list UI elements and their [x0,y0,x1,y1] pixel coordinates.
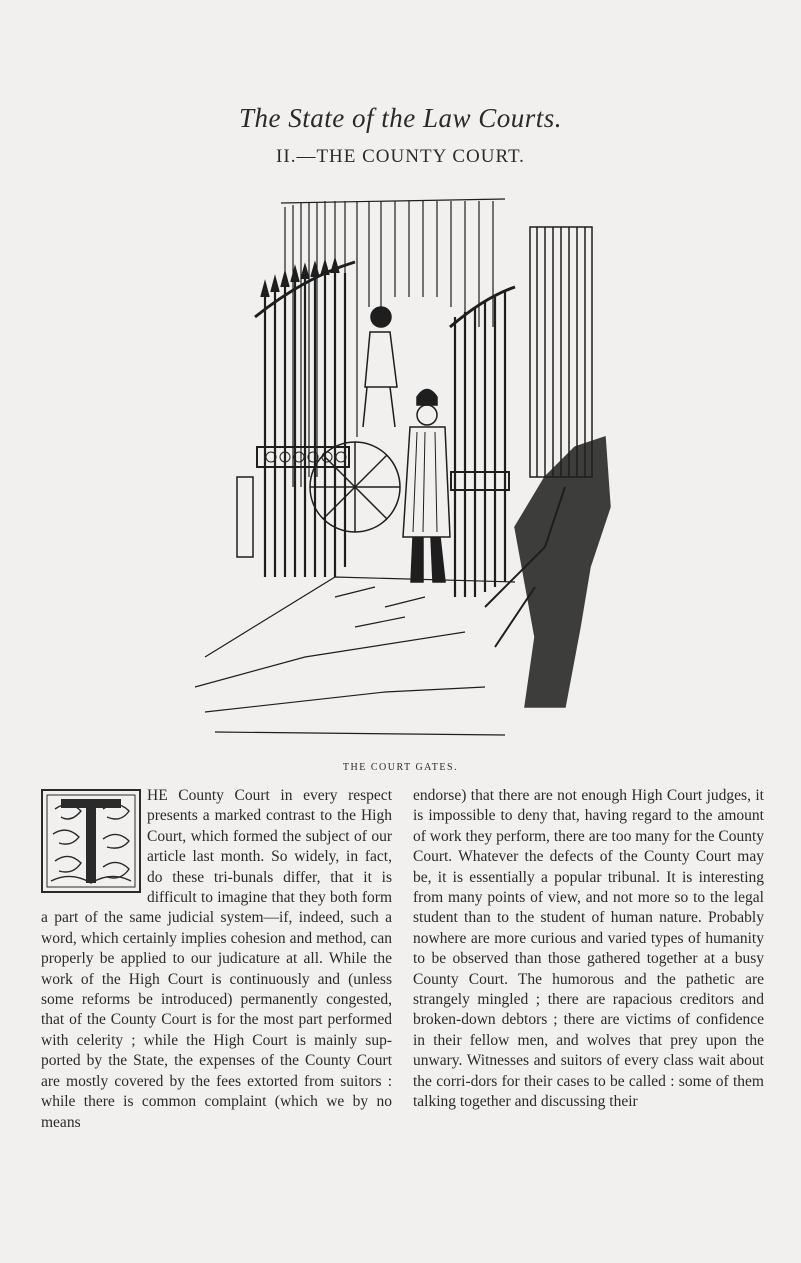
court-gates-illustration [185,187,615,747]
column-right-text: endorse) that there are not enough High Court judges, it is impossible to deny that, having regard to the amount of work they perform, there are too many for the County Court. Whatever the defects of the County Court may be, it is essentially a popular tribunal. It is interesting from many points of view, and not more so to the legal student than to the student of human nature. Probably nowhere are more curious and varied types of humanity to be observed than those gathered together at a busy County Court. The humorous and the pathetic are strangely mingled ; there are rapacious creditors and broken-down debtors ; there are victims of confidence in their fellow men, and wolves that prey upon the unwary. Witnesses and suitors of every class wait about the corri-dors for their cases to be called : some of them talking together and discussing their [413,787,764,1111]
article-subtitle: II.—THE COUNTY COURT. [276,146,525,167]
text-column-left [41,786,392,1133]
text-column-right [413,786,764,1113]
ornamental-initial-t [41,789,141,893]
article-title: The State of the Law Courts. [238,103,563,133]
figure-caption: THE COURT GATES. [342,762,459,773]
column-left-text: HE County Court in every respect presents a marked contrast to the High Court, which formed the subject of our article last month. So widely, in fact, do these tri-bunals differ, that it is difficult to imagine that they both form a part of the same judicial system—if, indeed, such a word, which certainly implies cohesion and method, can properly be applied to our judicature at all. While the work of the High Court is continuously and (unless some reforms be introduced) permanently congested, that of the County Court is for the most part performed with celerity ; while the High Court is mainly sup-ported by the State, the expenses of the County Court are mostly covered by the fees extorted from suitors : while there is common complaint (which we by no means [41,787,392,1131]
